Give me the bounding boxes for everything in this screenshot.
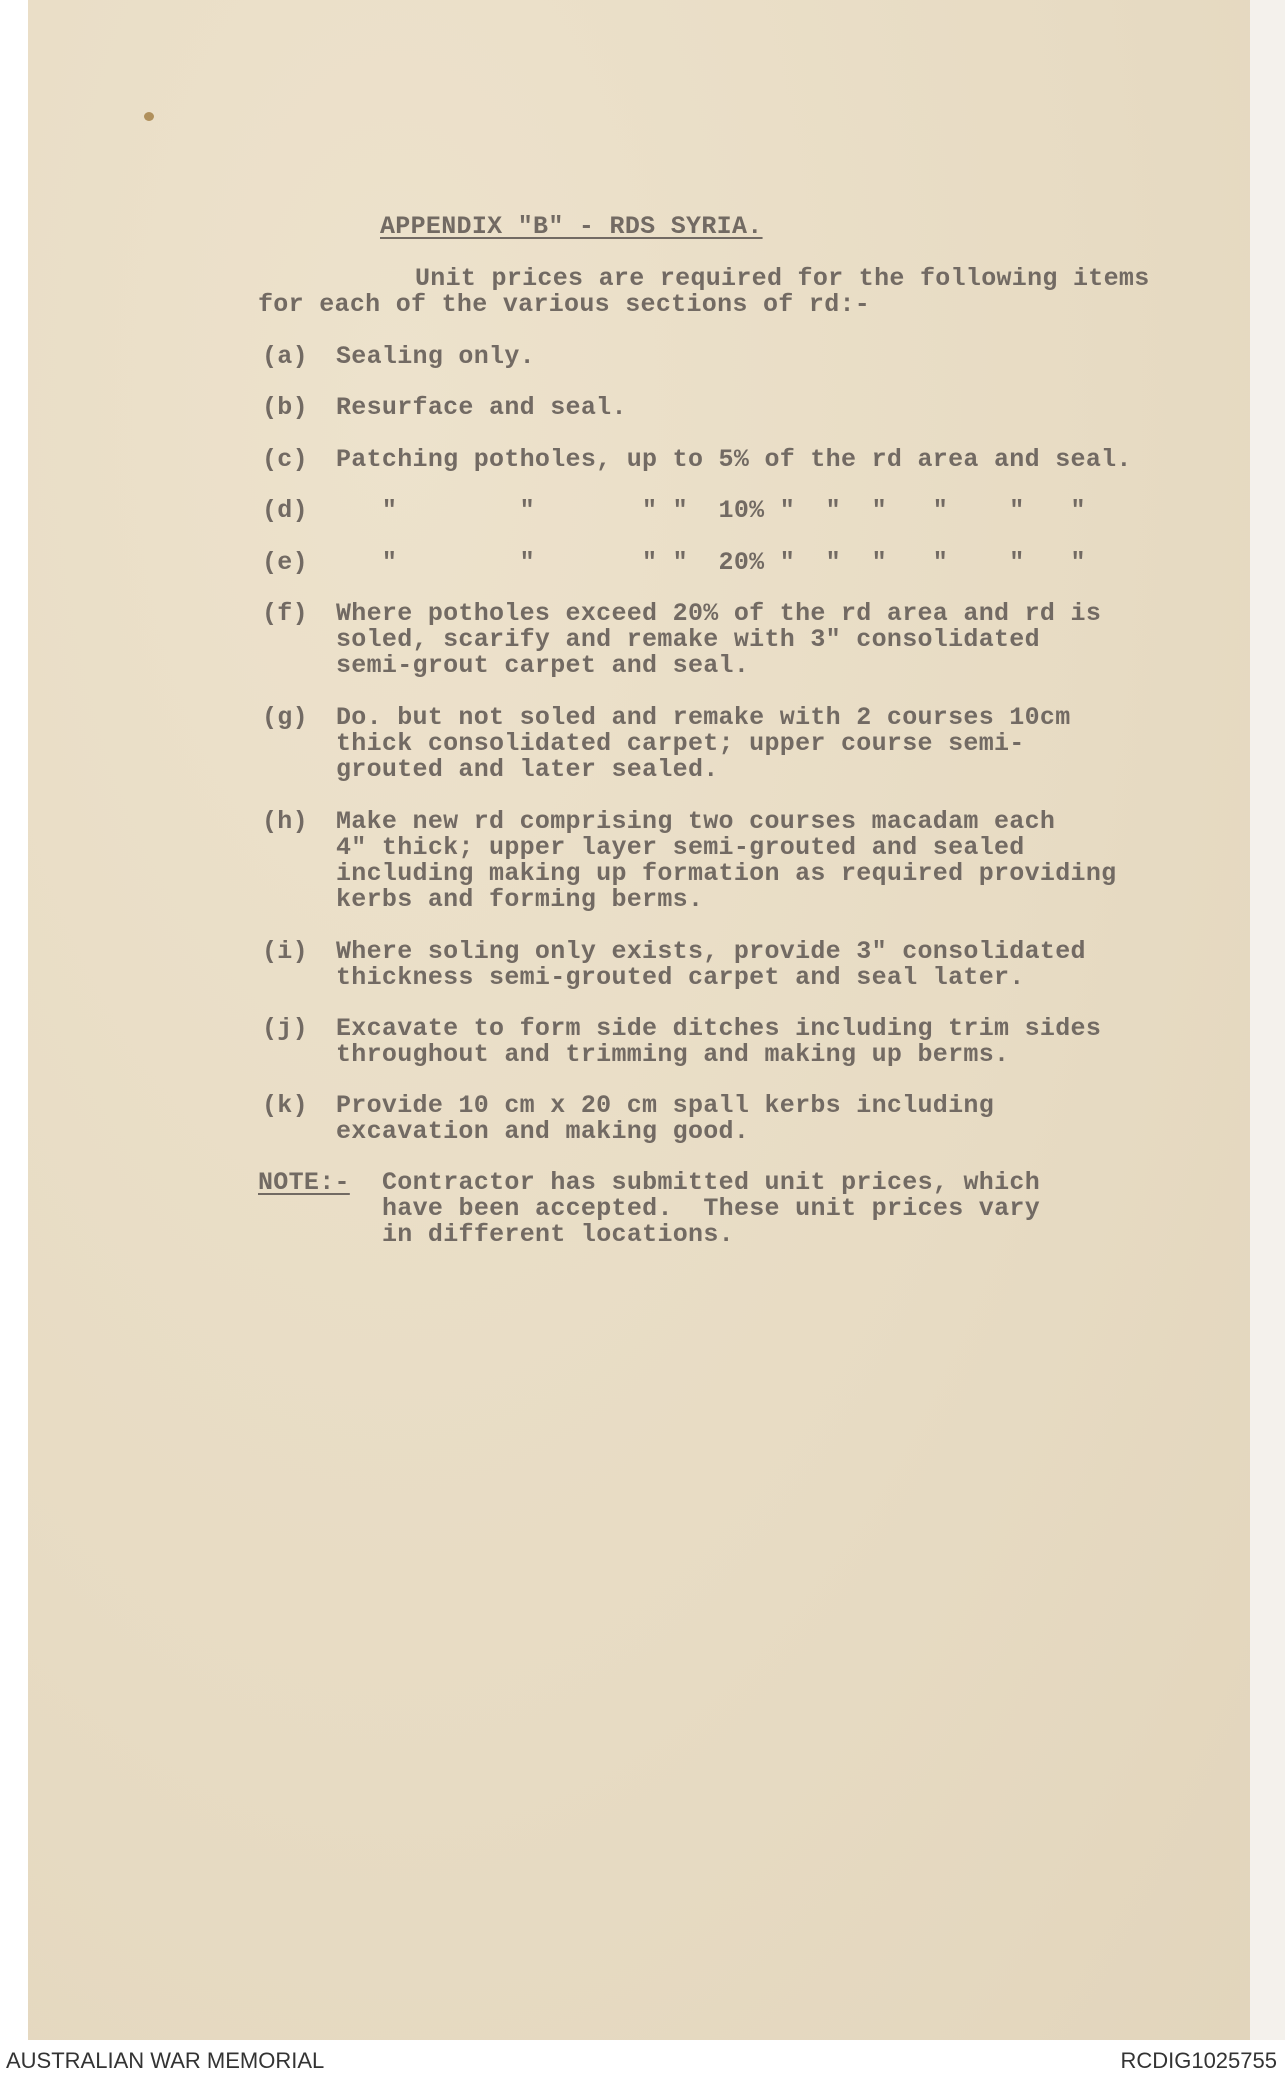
item-text-line: " " " " 10% " " " " " " [336,496,1086,525]
item-text-line: Do. but not soled and remake with 2 courses 10cm [336,703,1071,732]
rust-spot [144,112,154,121]
item-text-line: soled, scarify and remake with 3" consolidated [336,625,1040,654]
item-text-line: including making up formation as required providing [336,859,1117,888]
item-text-line: thick consolidated carpet; upper course semi- [336,729,1025,758]
intro-line: for each of the various sections of rd:- [258,290,871,319]
item-text-line: Where soling only exists, provide 3" consolidated [336,937,1086,966]
document-title: APPENDIX "B" - RDS SYRIA. [380,212,763,241]
item-text-line: Sealing only. [336,342,535,371]
item-text-line: throughout and trimming and making up berms. [336,1040,1010,1069]
item-text-line: Make new rd comprising two courses macadam each [336,807,1056,836]
page-edge [1250,0,1285,2040]
item-label: (b) [262,393,308,422]
item-text-line: 4" thick; upper layer semi-grouted and sealed [336,833,1025,862]
item-label: (k) [262,1091,308,1120]
note-line: have been accepted. These unit prices vary [382,1194,1041,1223]
item-text-line: excavation and making good. [336,1117,750,1146]
note-label: NOTE:- [258,1168,350,1197]
note-line: Contractor has submitted unit prices, which [382,1168,1041,1197]
item-text-line: semi-grout carpet and seal. [336,651,750,680]
intro-line: Unit prices are required for the following items [415,264,1150,293]
item-text-line: Patching potholes, up to 5% of the rd area and seal. [336,445,1132,474]
item-text-line: " " " " 20% " " " " " " [336,548,1086,577]
item-text-line: grouted and later sealed. [336,755,719,784]
item-text-line: kerbs and forming berms. [336,885,704,914]
item-label: (i) [262,937,308,966]
item-text-line: thickness semi-grouted carpet and seal later. [336,963,1025,992]
item-label: (c) [262,445,308,474]
item-label: (d) [262,496,308,525]
item-label: (f) [262,599,308,628]
item-label: (e) [262,548,308,577]
item-text-line: Resurface and seal. [336,393,627,422]
item-label: (a) [262,342,308,371]
footer-institution: AUSTRALIAN WAR MEMORIAL [6,2048,325,2073]
footer-record-id: RCDIG1025755 [1120,2048,1277,2073]
item-label: (h) [262,807,308,836]
note-line: in different locations. [382,1220,734,1249]
item-label: (g) [262,703,308,732]
item-text-line: Excavate to form side ditches including trim sides [336,1014,1102,1043]
item-label: (j) [262,1014,308,1043]
item-text-line: Provide 10 cm x 20 cm spall kerbs including [336,1091,995,1120]
item-text-line: Where potholes exceed 20% of the rd area and rd is [336,599,1102,628]
